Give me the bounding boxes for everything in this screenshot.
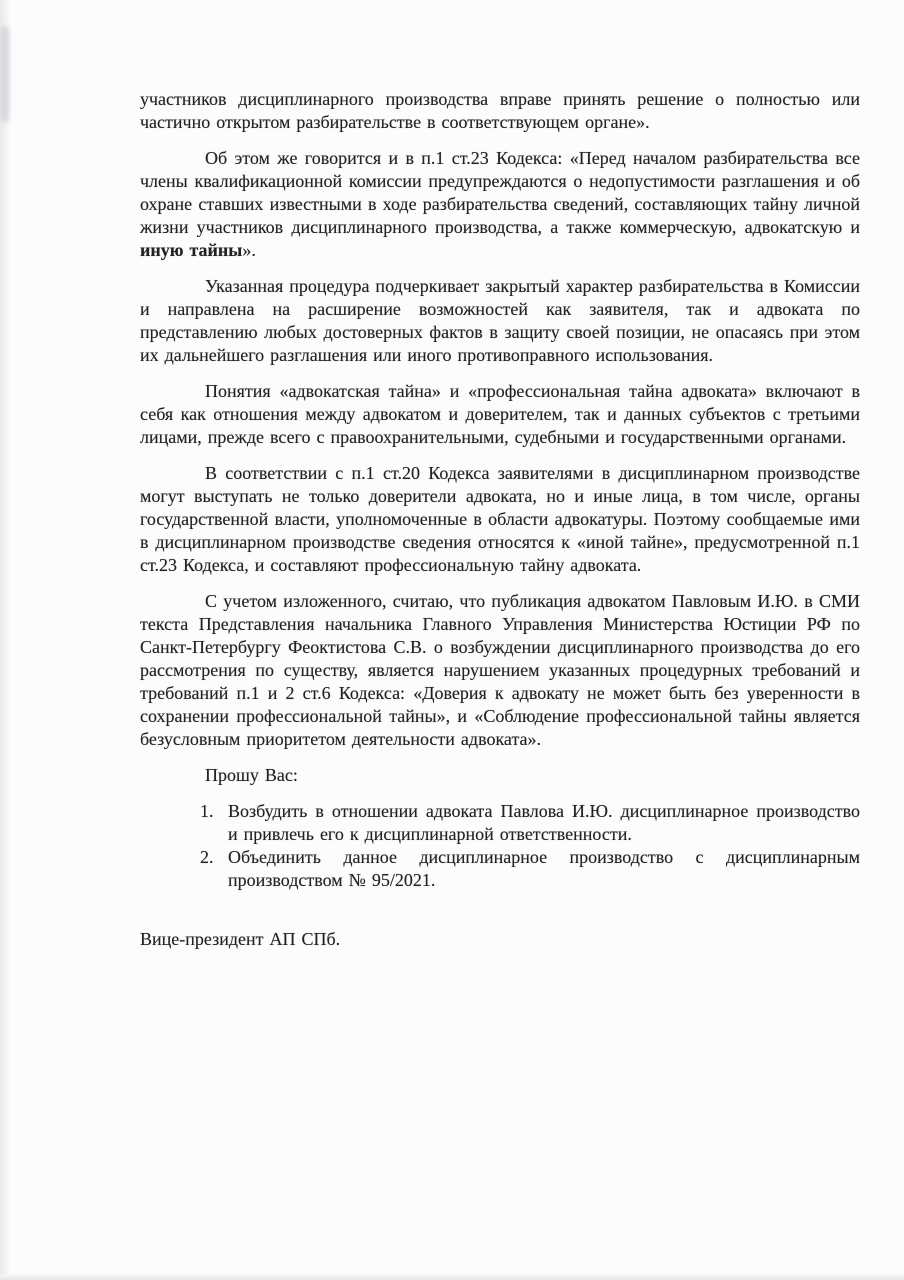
list-item-number: 1.	[200, 801, 214, 821]
text-segment: участников дисциплинарного производства вправе принять решение о полностью или частично открытом разбирательстве в соответствующем органе».	[140, 89, 860, 132]
list-item-number: 2.	[200, 847, 214, 867]
request-intro: Прошу Вас:	[205, 765, 298, 785]
request-list-item	[200, 800, 860, 846]
text-segment: В соответствии с п.1 ст.20 Кодекса заявителями в дисциплинарном производстве могут выступать не только доверители адвоката, но и иные лица, в том числе, органы государственной власти, уполномоченные в области адвокатуры. Поэтому сообщаемые ими в дисциплинарном производстве сведения относятся к «иной тайне», предусмотренной п.1 ст.23 Кодекса, и составляют профессиональную тайну адвоката.	[140, 463, 860, 575]
list-item-text: Объединить данное дисциплинарное производство с дисциплинарным производством № 95/2021.	[228, 847, 860, 890]
text-segment: С учетом изложенного, считаю, что публикация адвокатом Павловым И.Ю. в СМИ текста Представления начальника Главного Управления Министерства Юстиции РФ по Санкт-Петербургу Феоктистова С.В. о возбуждении дисциплинарного производства до его рассмотрения по существу, является нарушением указанных процедурных требований и требований п.1 и 2 ст.6 Кодекса: «Доверия к адвокату не может быть без уверенности в сохранении профессиональной тайны», и «Соблюдение профессиональной тайны является безусловным приоритетом деятельности адвоката».	[140, 591, 860, 749]
paragraph	[140, 590, 860, 751]
paragraph	[140, 462, 860, 577]
paragraph	[140, 275, 860, 367]
signature-line: Вице-президент АП СПб.	[140, 929, 341, 949]
scan-edge-bottom	[0, 1273, 904, 1280]
paragraphs	[140, 88, 860, 751]
text-segment: Понятия «адвокатская тайна» и «профессиональная тайна адвоката» включают в себя как отношения между адвокатом и доверителем, так и данных субъектов с третьими лицами, прежде всего с правоохранительными, судебными и государственными органами.	[140, 381, 860, 447]
paragraph	[140, 147, 860, 262]
request-list	[140, 800, 860, 892]
paragraph	[140, 88, 860, 134]
request-list-item	[200, 846, 860, 892]
text-segment: ».	[242, 240, 256, 260]
text-segment: Об этом же говорится и в п.1 ст.23 Кодекса: «Перед началом разбирательства все члены квалификационной комиссии предупреждаются о недопустимости разглашения и об охране ставших известными в ходе разбирательства сведений, составляющих тайну личной жизни участников дисциплинарного производства, а также коммерческую, адвокатскую и	[140, 148, 860, 237]
paragraph	[140, 380, 860, 449]
list-item-text: Возбудить в отношении адвоката Павлова И.Ю. дисциплинарное производство и привлечь его к дисциплинарной ответственности.	[228, 801, 860, 844]
bold-text-segment: иную тайны	[140, 240, 243, 260]
text-segment: Указанная процедура подчеркивает закрытый характер разбирательства в Комиссии и направлена на расширение возможностей как заявителя, так и адвоката по представлению любых достоверных фактов в защиту своей позиции, не опасаясь при этом их дальнейшего разглашения или иного противоправного использования.	[140, 276, 860, 365]
